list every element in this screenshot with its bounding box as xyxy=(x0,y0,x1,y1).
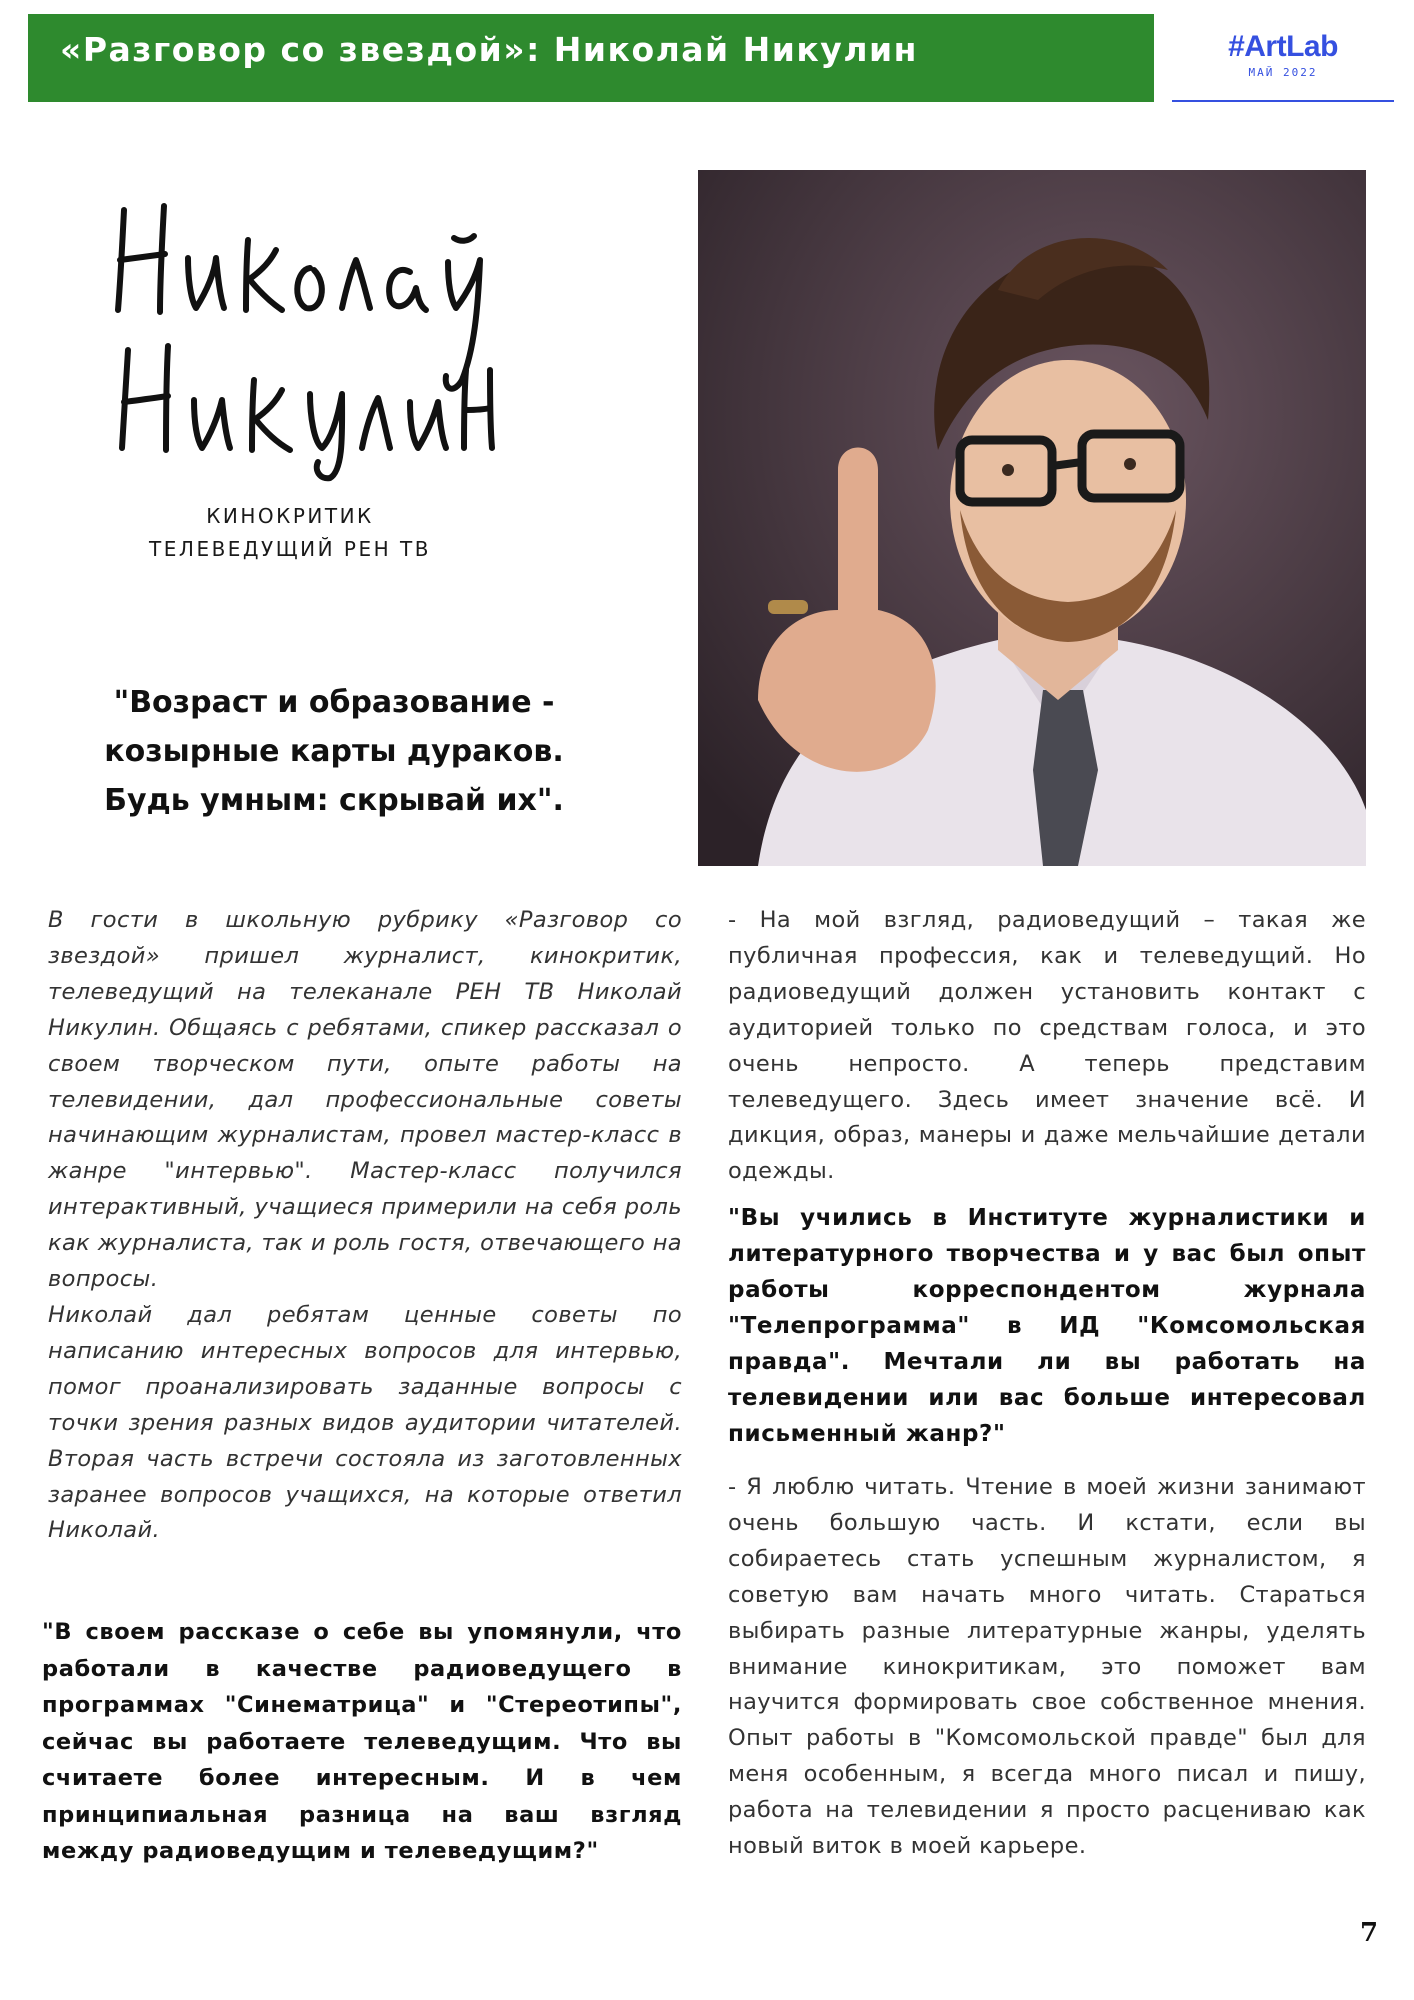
role-line-host: ТЕЛЕВЕДУЩИЙ РЕН ТВ xyxy=(149,537,431,561)
brand-block xyxy=(1172,30,1394,79)
issue-date: МАЙ 2022 xyxy=(1248,66,1318,79)
featured-quote: "Возраст и образование - козырные карты дураков. Будь умным: скрывай их". xyxy=(104,685,564,818)
name-signature xyxy=(110,180,500,490)
brand-logo: #ArtLab xyxy=(1228,30,1338,63)
intro-paragraph: В гости в школьную рубрику «Разговор со звездой» пришел журналист, кинокритик, телеведущий на телеканале РЕН ТВ Николай Никулин. Общаясь с ребятами, спикер рассказал о своем творческом пути, опыте работы на телевидении, дал профессиональные советы начинающим журналистам, провел мастер-класс в жанре "интервью". Мастер-класс получился интерактивный, учащиеся примерили на себя роль как журналиста, так и роль гостя, отвечающего на вопросы. xyxy=(48,907,682,1293)
portrait-photo xyxy=(698,170,1366,866)
page-title: «Разговор со звездой»: Николай Никулин xyxy=(60,30,918,69)
role-line-critic: КИНОКРИТИК xyxy=(206,504,374,528)
interview-answer: - Я люблю читать. Чтение в моей жизни занимают очень большую часть. И кстати, если вы собираетесь стать успешным журналистом, я советую вам начать много читать. Стараться выбирать разные литературные жанры, уделять внимание кинокритикам, это поможет вам научится формировать свое собственное мнения. Опыт работы в "Комсомольской правде" был для меня особенным, я всегда много писал и пишу, работа на телевидении я просто расцениваю как новый виток в моей карьере. xyxy=(728,1474,1366,1860)
brand-underline xyxy=(1172,100,1394,102)
interview-question: "В своем рассказе о себе вы упомянули, что работали в качестве радиоведущего в программах "Синематрица" и "Стереотипы", сейчас вы работаете телеведущим. Что вы считаете более интересным. И в чем принципиальная разница на ваш взгляд между радиоведущим и телеведущим?" xyxy=(42,1619,682,1864)
intro-text xyxy=(48,903,682,1549)
intro-paragraph: Николай дал ребятам ценные советы по написанию интересных вопросов для интервью, помог проанализировать заданные вопросы с точки зрения разных видов аудитории читателей. Вторая часть встречи состояла из заготовленных заранее вопросов учащихся, на которые ответил Николай. xyxy=(48,1301,682,1544)
interview-question: "Вы учились в Институте журналистики и литературного творчества и у вас был опыт работы корреспондентом журнала "Телепрограмма" в ИД "Комсомольская правда". Мечтали ли вы работать на телевидении или вас больше интересовал письменный жанр?" xyxy=(728,1205,1366,1447)
role-caption xyxy=(90,500,490,566)
header-bar xyxy=(28,14,1154,102)
page-number: 7 xyxy=(1360,1918,1379,1948)
interview-answer: - На мой взгляд, радиоведущий – такая же публичная профессия, как и телеведущий. Но радиоведущий должен установить контакт с аудиторией только по средствам голоса, и это очень непросто. А теперь представим телеведущего. Здесь имеет значение всё. И дикция, образ, манеры и даже мельчайшие детали одежды. xyxy=(728,907,1366,1185)
